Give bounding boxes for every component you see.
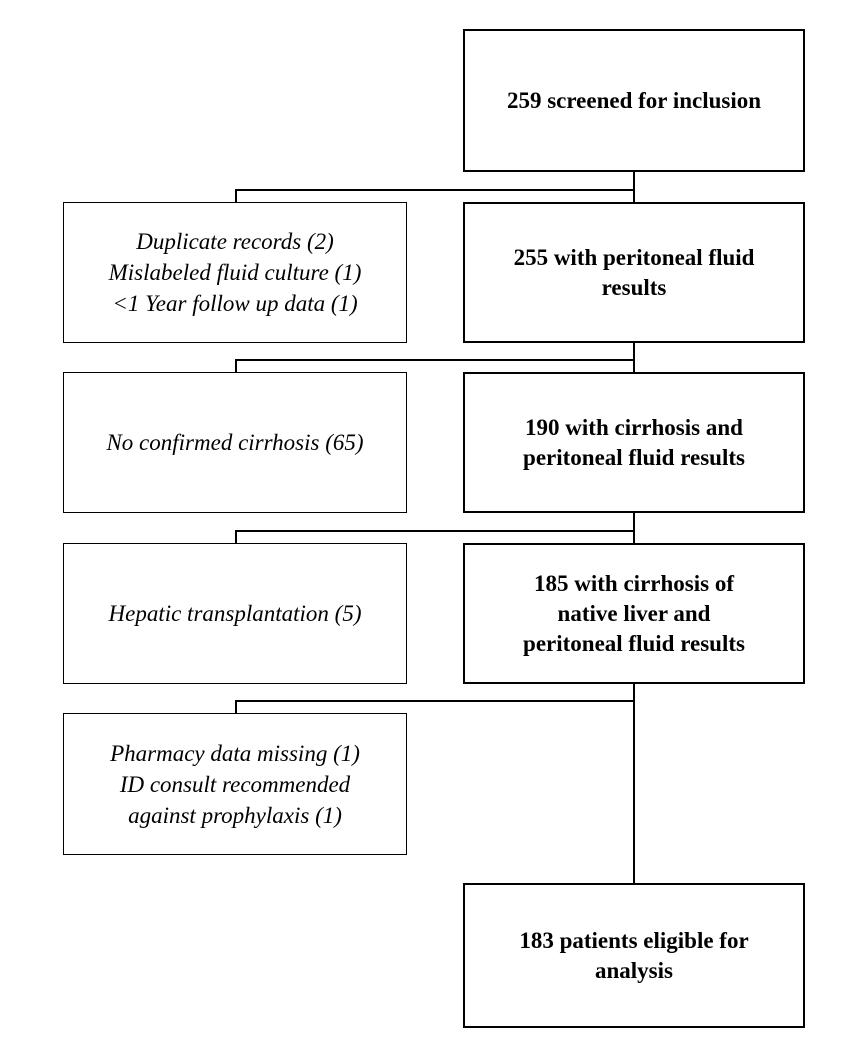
connector-native-liver-to-eligible [633,684,635,883]
box-text-line: 190 with cirrhosis and [525,414,743,440]
box-text-line: Duplicate records (2) [136,229,334,254]
box-185-native-liver [463,543,805,684]
branch-line-excluded-pharmacy [235,700,635,702]
box-text-line: Hepatic transplantation (5) [108,601,362,626]
box-text-line: against prophylaxis (1) [128,802,342,828]
box-excluded-pharmacy [63,713,407,855]
branch-line-excluded-screening [235,189,635,191]
branch-line-excluded-no-cirrhosis [235,359,635,361]
box-excluded-no-cirrhosis [63,372,407,513]
branch-stub-excluded-pharmacy [235,700,237,714]
branch-line-excluded-transplant [235,530,635,532]
box-text-line: <1 Year follow up data (1) [112,291,358,316]
box-excluded-screening [63,202,407,343]
box-text-line: results [601,274,667,300]
box-text-line: Mislabeled fluid culture (1) [108,260,362,285]
branch-stub-excluded-transplant [235,530,237,544]
branch-stub-excluded-screening [235,189,237,203]
connector-peritoneal-to-cirrhosis [633,343,635,372]
box-text-line: ID consult recommended [119,771,351,797]
box-text-line: analysis [595,957,673,983]
box-183-eligible [463,883,805,1028]
box-text-line: native liver and [557,600,711,626]
box-text-line: 185 with cirrhosis of [534,570,734,596]
box-259-screened [463,29,805,172]
box-text-line: 183 patients eligible for [519,927,749,953]
box-text-line: Pharmacy data missing (1) [110,740,360,766]
box-text-line: 259 screened for inclusion [506,87,762,113]
box-text-line: peritoneal fluid results [523,630,745,656]
box-excluded-transplant [63,543,407,684]
connector-screened-to-peritoneal [633,172,635,202]
box-255-peritoneal-fluid [463,202,805,343]
box-text-line: No confirmed cirrhosis (65) [106,430,364,455]
box-text-line: 255 with peritoneal fluid [513,244,755,270]
box-text-line: peritoneal fluid results [523,444,745,470]
branch-stub-excluded-no-cirrhosis [235,359,237,373]
box-190-cirrhosis [463,372,805,513]
connector-cirrhosis-to-native-liver [633,513,635,543]
